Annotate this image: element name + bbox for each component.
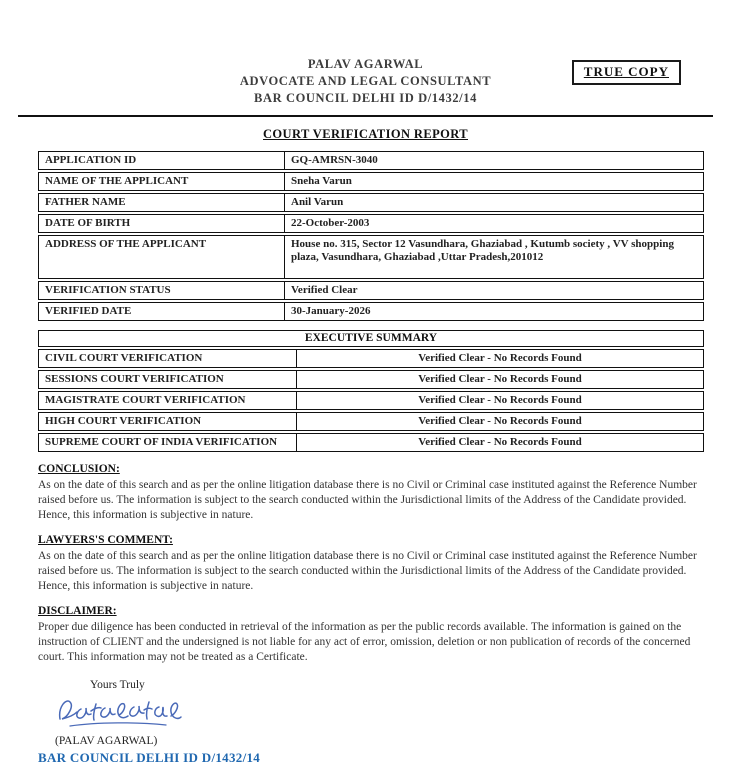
advocate-bar-id: BAR COUNCIL DELHI ID D/1432/14 <box>254 91 477 105</box>
true-copy-stamp: TRUE COPY <box>572 60 681 85</box>
table-row <box>38 172 704 191</box>
court-result: Verified Clear - No Records Found <box>418 436 582 448</box>
table-row <box>38 151 704 170</box>
field-label: ADDRESS OF THE APPLICANT <box>39 236 285 278</box>
field-value: Anil Varun <box>291 196 344 208</box>
handwritten-signature <box>52 693 731 735</box>
table-row-address <box>38 235 704 279</box>
section-disclaimer <box>38 605 704 665</box>
field-label: DATE OF BIRTH <box>39 215 285 232</box>
court-label: HIGH COURT VERIFICATION <box>39 413 297 430</box>
section-heading: DISCLAIMER: <box>38 605 117 617</box>
section-body: Proper due diligence has been conducted in retrieval of the information as per the public records available. The information is gained on the instruction of CLIENT and the undersigned is not liable for any act of error, omission, deletion or non publication of records of the concerned court. This information may not be treated as a Certificate. <box>38 621 691 663</box>
court-result: Verified Clear - No Records Found <box>418 352 582 364</box>
court-label: MAGISTRATE COURT VERIFICATION <box>39 392 297 409</box>
table-row <box>38 214 704 233</box>
executive-summary-title: EXECUTIVE SUMMARY <box>38 330 704 347</box>
header-divider <box>18 115 713 117</box>
section-conclusion <box>38 463 704 523</box>
letterhead <box>0 0 731 107</box>
field-value: Sneha Varun <box>291 175 352 187</box>
field-value: 30-January-2026 <box>291 305 371 317</box>
table-row <box>38 433 704 452</box>
signatory-name: (PALAV AGARWAL) <box>55 735 158 747</box>
court-result: Verified Clear - No Records Found <box>418 394 582 406</box>
table-row <box>38 349 704 368</box>
field-label: NAME OF THE APPLICANT <box>39 173 285 190</box>
report-title: COURT VERIFICATION REPORT <box>263 127 468 141</box>
field-value: House no. 315, Sector 12 Vasundhara, Ghaziabad , Kutumb society , VV shopping plaza, Vasundhara, Ghaziabad ,Uttar Pradesh,201012 <box>291 238 674 263</box>
court-result: Verified Clear - No Records Found <box>418 415 582 427</box>
field-value: Verified Clear <box>291 284 358 296</box>
section-lawyers-comment <box>38 534 704 594</box>
field-value: GQ-AMRSN-3040 <box>291 154 378 166</box>
field-value: 22-October-2003 <box>291 217 370 229</box>
advocate-designation: ADVOCATE AND LEGAL CONSULTANT <box>239 74 492 88</box>
table-row <box>38 412 704 431</box>
section-heading: CONCLUSION: <box>38 463 120 475</box>
section-body: As on the date of this search and as per the online litigation database there is no Civil or Criminal case instituted against the Reference Number raised before us. The information is subject to the search conducted within the Jurisdictional limits of the Address of the Candidate provided. Hence, this information is subjective in nature. <box>38 550 697 592</box>
court-label: SESSIONS COURT VERIFICATION <box>39 371 297 388</box>
court-label: CIVIL COURT VERIFICATION <box>39 350 297 367</box>
applicant-details-table <box>38 151 704 321</box>
table-row <box>38 302 704 321</box>
field-label: APPLICATION ID <box>39 152 285 169</box>
signature-icon <box>52 693 184 735</box>
signatory-bar-id: BAR COUNCIL DELHI ID D/1432/14 <box>38 750 261 765</box>
field-label: FATHER NAME <box>39 194 285 211</box>
advocate-name: PALAV AGARWAL <box>307 57 424 71</box>
field-label: VERIFIED DATE <box>39 303 285 320</box>
table-row <box>38 370 704 389</box>
section-body: As on the date of this search and as per the online litigation database there is no Civil or Criminal case instituted against the Reference Number raised before us. The information is subject to the search conducted within the Jurisdictional limits of the Address of the Candidate provided. Hence, this information is subjective in nature. <box>38 479 697 521</box>
court-result: Verified Clear - No Records Found <box>418 373 582 385</box>
court-label: SUPREME COURT OF INDIA VERIFICATION <box>39 434 297 451</box>
table-row <box>38 193 704 212</box>
closing-text: Yours Truly <box>90 679 145 691</box>
executive-summary-table <box>38 330 704 452</box>
table-row <box>38 391 704 410</box>
section-heading: LAWYERS'S COMMENT: <box>38 534 173 546</box>
field-label: VERIFICATION STATUS <box>39 282 285 299</box>
table-row <box>38 281 704 300</box>
